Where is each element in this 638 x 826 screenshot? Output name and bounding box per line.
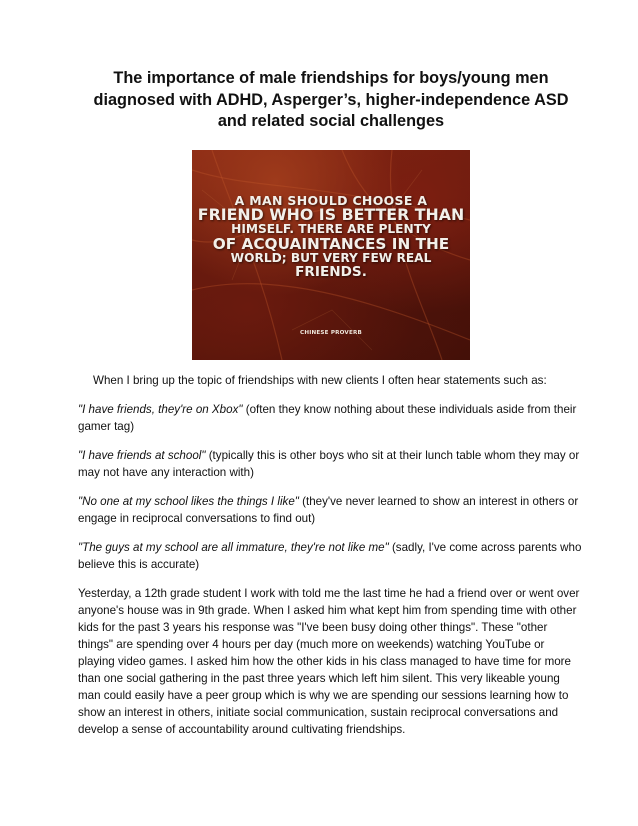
statement-comment-3: (they've never learned to show an interest in others or engage in reciprocal conversations to find out) — [78, 494, 579, 525]
document-body — [78, 372, 584, 738]
poster-container — [78, 150, 584, 360]
statement-comment-2: (typically this is other boys who sit at their lunch table whom they may or may not have any interaction with) — [78, 448, 580, 479]
statement-quote-1: "I have friends, they're on Xbox" — [78, 402, 243, 416]
quote-attribution: CHINESE PROVERB — [300, 329, 362, 336]
quote-line-2: FRIEND WHO IS BETTER THAN — [197, 204, 465, 224]
poster-quote — [192, 194, 470, 280]
statement-paragraph-3 — [78, 493, 584, 527]
statement-comment-1: (often they know nothing about these individuals aside from their gamer tag) — [78, 402, 577, 433]
statement-quote-3: "No one at my school likes the things I like" — [78, 494, 299, 508]
title-line-2: diagnosed with ADHD, Asperger’s, higher-independence ASD — [93, 90, 569, 109]
quote-line-3: HIMSELF. THERE ARE PLENTY — [231, 222, 431, 237]
story-paragraph: Yesterday, a 12th grade student I work with told me the last time he had a friend over or went over anyone's house was in 9th grade. When I asked him what kept him from spending time with other kids for the past 3 years his response was "I've been busy doing other things". These "other things" are spending over 4 hours per day (much more on weekends) watching YouTube or playing video games. I asked him how the other kids in his class managed to have time for more than one social gathering in the past three years which left him silent. This very likeable young man could easily have a peer group which is why we are spending our sessions learning how to show an interest in others, initiate social communication, sustain reciprocal conversations and develop a sense of accountability around cultivating friendships. — [78, 586, 580, 736]
quote-line-5: WORLD; BUT VERY FEW REAL — [230, 251, 432, 266]
title-line-3: and related social challenges — [217, 112, 445, 130]
statement-paragraph-2 — [78, 447, 584, 481]
quote-line-6: FRIENDS. — [295, 263, 367, 280]
quote-line-1: A MAN SHOULD CHOOSE A — [234, 192, 428, 208]
statement-paragraph-1 — [78, 401, 584, 435]
document-title — [78, 0, 584, 133]
quote-poster-image — [192, 150, 470, 360]
intro-paragraph: When I bring up the topic of friendships with new clients I often hear statements such as: — [93, 373, 547, 387]
quote-line-4: OF ACQUAINTANCES IN THE — [212, 235, 450, 254]
statement-comment-4: (sadly, I've come across parents who believe this is accurate) — [78, 540, 582, 571]
statement-paragraph-4 — [78, 539, 584, 573]
statement-quote-4: "The guys at my school are all immature, they're not like me" — [78, 540, 389, 554]
statement-quote-2: "I have friends at school" — [78, 448, 206, 462]
title-line-1: The importance of male friendships for boys/young men — [113, 69, 549, 87]
